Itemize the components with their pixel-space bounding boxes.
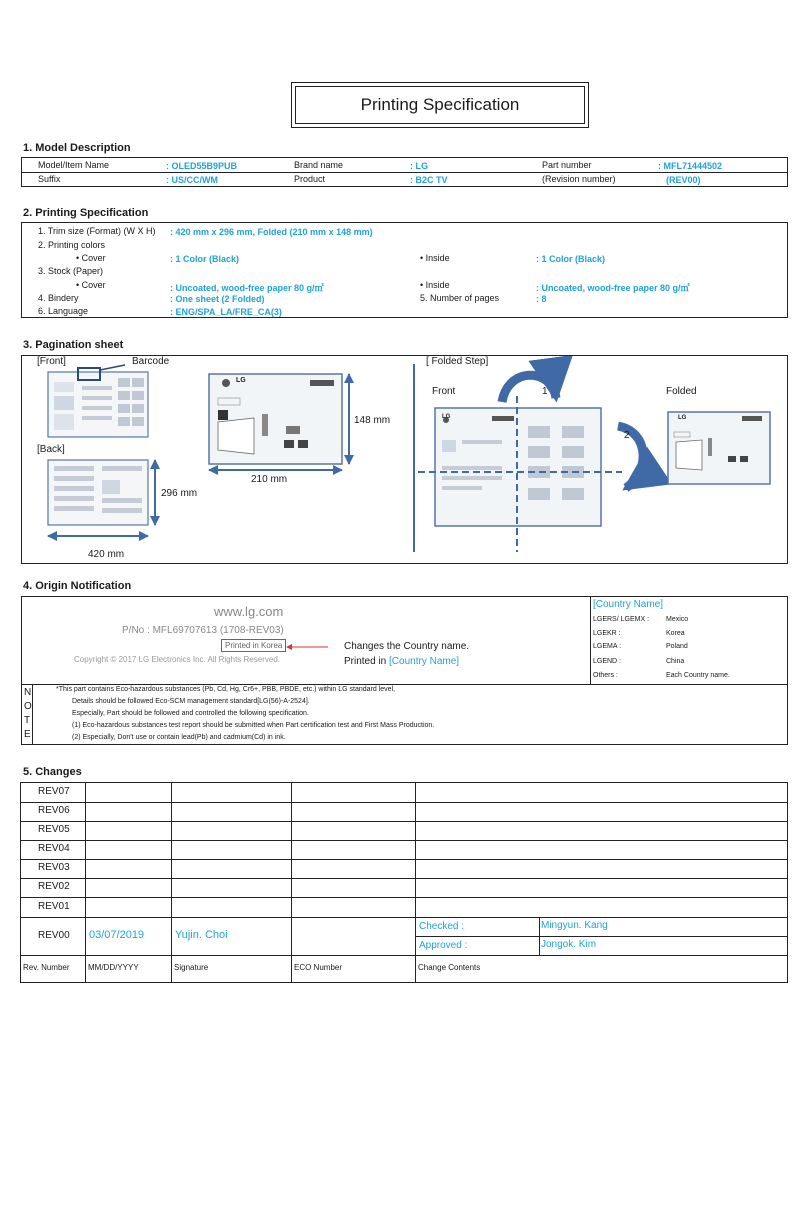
brand-value: : LG (410, 161, 428, 171)
cover-stock-value: : Uncoated, wood-free paper 80 g/㎡ (170, 283, 324, 293)
footer-rev: Rev. Number (23, 963, 70, 972)
pages-label: 5. Number of pages (420, 293, 500, 303)
part-label: Part number (542, 160, 592, 170)
country-code-2: LGEMA : (593, 643, 622, 650)
rev00-signature: Yujin. Choi (175, 929, 228, 941)
brand-label: Brand name (294, 160, 344, 170)
section-title-model: 1. Model Description (23, 142, 131, 154)
title-frame (291, 82, 589, 128)
note-line-1: Details should be followed Eco-SCM management standard[LG(56)-A-2524]. (72, 698, 310, 705)
origin-panel (21, 596, 788, 745)
country-name-2: Poland (666, 643, 688, 650)
product-value: : B2C TV (410, 175, 448, 185)
section-title-printing: 2. Printing Specification (23, 207, 149, 219)
rev00-label: REV00 (38, 930, 70, 941)
country-code-1: LGEKR : (593, 630, 621, 637)
rev07-label: REV07 (38, 786, 70, 797)
printing-table (21, 222, 788, 318)
front-label: [Front] (37, 356, 66, 367)
revision-value: (REV00) (666, 175, 701, 185)
cover-stock-label: • Cover (76, 280, 106, 290)
country-header: [Country Name] (593, 599, 664, 610)
cover-color-value: : 1 Color (Black) (170, 254, 240, 264)
front-sheet-thumbnail (48, 365, 148, 437)
country-code-0: LGERS/ LGEMX : (593, 616, 650, 623)
bindery-value: : One sheet (2 Folded) (170, 294, 265, 304)
bindery-label: 4. Bindery (38, 293, 79, 303)
changes-line1: Changes the Country name. (344, 641, 470, 652)
copyright-text: Copyright © 2017 LG Electronics Inc. All Rights Reserved. (74, 655, 280, 664)
trim-label: 1. Trim size (Format) (W X H) (38, 226, 156, 236)
note-letter-e: E (24, 729, 31, 740)
changes-line2: Printed in [Country Name] (344, 656, 460, 667)
revision-label: (Revision number) (542, 174, 616, 184)
model-label: Model/Item Name (38, 160, 110, 170)
checked-value: Mingyun. Kang (541, 920, 608, 931)
front-step-label: Front (432, 386, 456, 397)
dim-296-label: 296 mm (161, 488, 198, 499)
red-arrow-icon (286, 643, 328, 651)
lg-logo-folded: LG (678, 415, 687, 421)
note-line-4: (2) Especially, Don't use or contain lead(Pb) and cadmium(Cd) in ink. (72, 734, 286, 741)
section-title-origin: 4. Origin Notification (23, 580, 132, 592)
country-name-1: Korea (666, 630, 685, 637)
note-line-0: *This part contains Eco-hazardous substances (Pb, Cd, Hg, Cr6+, PBB, PBDE, etc.) within LG standard level, (56, 686, 396, 693)
dim-148-label: 148 mm (354, 415, 391, 426)
country-name-3: China (666, 658, 685, 665)
rev06-label: REV06 (38, 805, 70, 816)
cover-color-label: • Cover (76, 253, 106, 263)
pno-text: P/No : MFL69707613 (1708-REV03) (122, 625, 284, 636)
approved-label: Approved : (419, 940, 468, 951)
lg-logo-step: LG (442, 414, 451, 420)
part-value: : MFL71444502 (658, 161, 723, 171)
back-sheet-thumbnail (48, 460, 148, 525)
step-2-label: 2 (624, 430, 630, 441)
country-code-3: LGEND : (593, 658, 622, 665)
footer-contents: Change Contents (418, 963, 481, 972)
url-text: www.lg.com (214, 604, 284, 619)
colors-label: 2. Printing colors (38, 240, 106, 250)
step-1-label: 1 (542, 386, 548, 397)
approved-value: Jongok. Kim (541, 939, 597, 950)
language-value: : ENG/SPA_LA/FRE_CA(3) (170, 307, 282, 317)
pagination-panel (21, 355, 788, 564)
note-letter-o: O (24, 701, 32, 712)
lg-logo-cover: LG (236, 377, 246, 384)
model-table (21, 157, 788, 187)
folded-cover-thumbnail (209, 374, 342, 464)
rev05-label: REV05 (38, 824, 70, 835)
changes-table (20, 782, 788, 983)
footer-signature: Signature (174, 963, 209, 972)
note-letter-n: N (24, 687, 32, 698)
country-code-4: Others : (593, 672, 618, 679)
note-line-3: (1) Eco-hazardous substances test report should be submitted when Part certification test and First Mass Production. (72, 722, 435, 729)
printed-in-box: Printed in Korea (221, 639, 286, 652)
dim-420-label: 420 mm (88, 549, 125, 560)
back-label: [Back] (37, 444, 65, 455)
footer-date: MM/DD/YYYY (88, 963, 139, 972)
section-title-changes: 5. Changes (23, 766, 82, 778)
trim-value: : 420 mm x 296 mm, Folded (210 mm x 148 mm) (170, 227, 373, 237)
country-name-4: Each Country name. (666, 672, 730, 679)
barcode-label: Barcode (132, 356, 170, 367)
inside-stock-label: • Inside (420, 280, 450, 290)
suffix-value: : US/CC/WM (166, 175, 218, 185)
rev00-date: 03/07/2019 (89, 929, 145, 941)
language-label: 6. Language (38, 306, 89, 316)
footer-eco: ECO Number (294, 963, 343, 972)
pages-value: : 8 (536, 294, 547, 304)
section-title-pagination: 3. Pagination sheet (23, 339, 124, 351)
folded-result-thumbnail (668, 412, 770, 484)
rev03-label: REV03 (38, 862, 70, 873)
product-label: Product (294, 174, 326, 184)
model-value: : OLED55B9PUB (166, 161, 238, 171)
note-letter-t: T (24, 715, 31, 726)
page-title: Printing Specification (295, 86, 585, 124)
dim-210-label: 210 mm (251, 474, 288, 485)
suffix-label: Suffix (38, 174, 61, 184)
note-line-2: Especially, Part should be followed and controlled the following specification. (72, 710, 309, 717)
rev01-label: REV01 (38, 901, 70, 912)
inside-stock-value: : Uncoated, wood-free paper 80 g/㎡ (536, 283, 690, 293)
country-name-0: Mexico (666, 616, 689, 623)
checked-label: Checked : (419, 921, 465, 932)
folded-label: Folded (666, 386, 697, 397)
folded-step-label: [ Folded Step] (426, 356, 489, 367)
stock-label: 3. Stock (Paper) (38, 266, 104, 276)
rev04-label: REV04 (38, 843, 70, 854)
inside-color-label: • Inside (420, 253, 450, 263)
inside-color-value: : 1 Color (Black) (536, 254, 606, 264)
rev02-label: REV02 (38, 881, 70, 892)
